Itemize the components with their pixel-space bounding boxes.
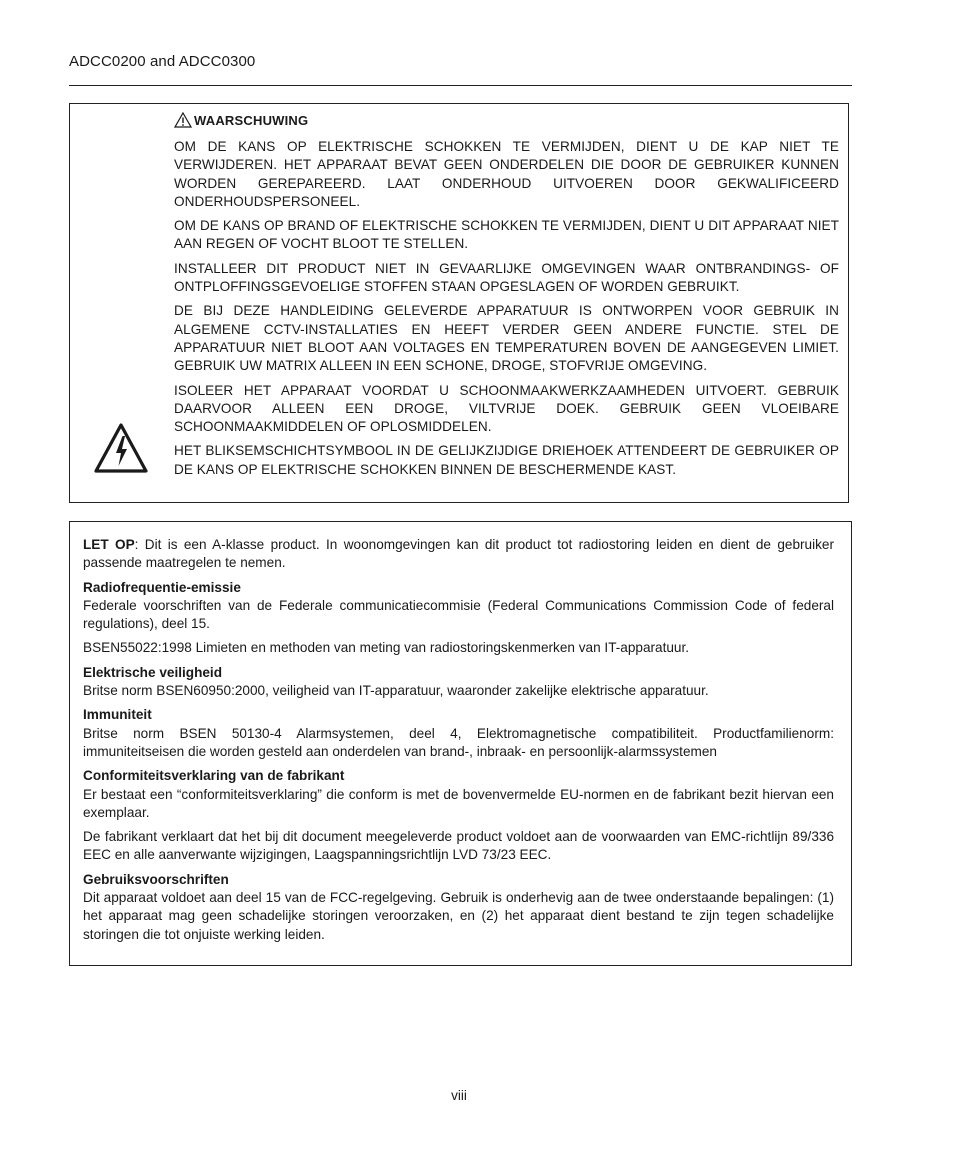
section-text: Dit apparaat voldoet aan deel 15 van de FCC-regelgeving. Gebruik is onderhevig aan de twee onderstaande bepalingen: (1) het apparaat mag geen schadelijke storingen veroorzaken, en (2) het apparaat dient bestand te zijn tegen schadelijke storingen die tot onjuiste werking leiden. (83, 890, 834, 942)
warning-paragraph: OM DE KANS OP BRAND OF ELEKTRISCHE SCHOKKEN TE VERMIJDEN, DIENT U DIT APPARAAT NIET AAN REGEN OF VOCHT BLOOT TE STELLEN. (174, 218, 839, 252)
compliance-text-block (83, 536, 834, 950)
warning-box (69, 103, 849, 503)
electrical-safety-section (83, 664, 834, 701)
section-heading: Radiofrequentie-emissie (83, 579, 241, 595)
compliance-box (69, 521, 852, 966)
section-heading: Immuniteit (83, 707, 152, 723)
conformity-section (83, 767, 834, 822)
warning-paragraph: INSTALLEER DIT PRODUCT NIET IN GEVAARLIJKE OMGEVINGEN WAAR ONTBRANDINGS- OF ONTPLOFFINGSGEVOELIGE STOFFEN STAAN OPGESLAGEN OF WORDEN GEBRUIKT. (174, 260, 839, 295)
page-number: viii (451, 1088, 467, 1103)
notice-intro-text: : Dit is een A-klasse product. In woonomgevingen kan dit product tot radiostoring leiden en dient de gebruiker passende maatregelen te nemen. (83, 537, 834, 571)
section-text: Er bestaat een “conformiteitsverklaring” die conform is met de bovenvermelde EU-normen en de fabrikant bezit hiervan een exemplaar. (83, 786, 834, 820)
radio-emission-section (83, 579, 834, 634)
notice-intro (83, 536, 834, 573)
bsen-paragraph: BSEN55022:1998 Limieten en methoden van meting van radiostoringskenmerken van IT-apparatuur. (83, 640, 690, 656)
usage-section (83, 871, 834, 944)
section-heading: Elektrische veiligheid (83, 664, 223, 680)
immunity-section (83, 706, 834, 761)
document-header-title: ADCC0200 and ADCC0300 (69, 53, 256, 70)
section-text: Britse norm BSEN 50130-4 Alarmsystemen, deel 4, Elektromagnetische compatibiliteit. Productfamilienorm: immuniteitseisen die worden gesteld aan onderdelen van brand-, inbraak- en persoonlijk-alarmssystemen (83, 725, 834, 759)
warning-text-block (174, 138, 839, 485)
section-heading: Gebruiksvoorschriften (83, 871, 229, 887)
warning-triangle-icon (174, 112, 192, 128)
warning-heading-text: WAARSCHUWING (194, 112, 309, 128)
warning-paragraph: ISOLEER HET APPARAAT VOORDAT U SCHOONMAAKWERKZAAMHEDEN UITVOERT. GEBRUIK DAARVOOR ALLEEN EEN DROGE, VILTVRIJE DOEK. GEBRUIK GEEN VLOEIBARE SCHOONMAAKMIDDELEN OF OPLOSMIDDELEN. (174, 382, 839, 435)
section-text: Britse norm BSEN60950:2000, veiligheid van IT-apparatuur, waaronder zakelijke elektrische apparatuur. (83, 683, 709, 699)
lightning-bolt-icon (93, 422, 149, 474)
manufacturer-paragraph: De fabrikant verklaart dat het bij dit document meegeleverde product voldoet aan de voorwaarden van EMC-richtlijn 89/336 EEC en alle aanverwante wijzigingen, Laagspanningsrichtlijn LVD 73/23 EEC. (83, 829, 834, 863)
notice-intro-label: LET OP (83, 537, 135, 552)
warning-paragraph: DE BIJ DEZE HANDLEIDING GELEVERDE APPARATUUR IS ONTWORPEN VOOR GEBRUIK IN ALGEMENE CCTV-INSTALLATIES EN HEEFT VERDER GEEN ANDERE FUNCTIE. STEL DE APPARATUUR NIET BLOOT AAN VOLTAGES EN TEMPERATUREN BOVEN DE AANGEGEVEN LIMIET. GEBRUIK UW MATRIX ALLEEN IN EEN SCHONE, DROGE, STOFVRIJE OMGEVING. (174, 303, 839, 374)
warning-paragraph: HET BLIKSEMSCHICHTSYMBOOL IN DE GELIJKZIJDIGE DRIEHOEK ATTENDEERT DE GEBRUIKER OP DE KANS OP ELEKTRISCHE SCHOKKEN BINNEN DE BESCHERMENDE KAST. (174, 443, 839, 477)
section-heading: Conformiteitsverklaring van de fabrikant (83, 768, 345, 784)
warning-paragraph: OM DE KANS OP ELEKTRISCHE SCHOKKEN TE VERMIJDEN, DIENT U DE KAP NIET TE VERWIJDEREN. HET APPARAAT BEVAT GEEN ONDERDELEN DIE DOOR DE GEBRUIKER KUNNEN WORDEN GEREPAREERD. LAAT ONDERHOUD UITVOEREN DOOR GEKWALIFICEERD ONDERHOUDSPERSONEEL. (174, 139, 839, 209)
warning-heading (174, 112, 308, 128)
header-divider (69, 85, 852, 86)
section-text: Federale voorschriften van de Federale communicatiecommisie (Federal Communications Commission Code of federal regulations), deel 15. (83, 597, 834, 632)
